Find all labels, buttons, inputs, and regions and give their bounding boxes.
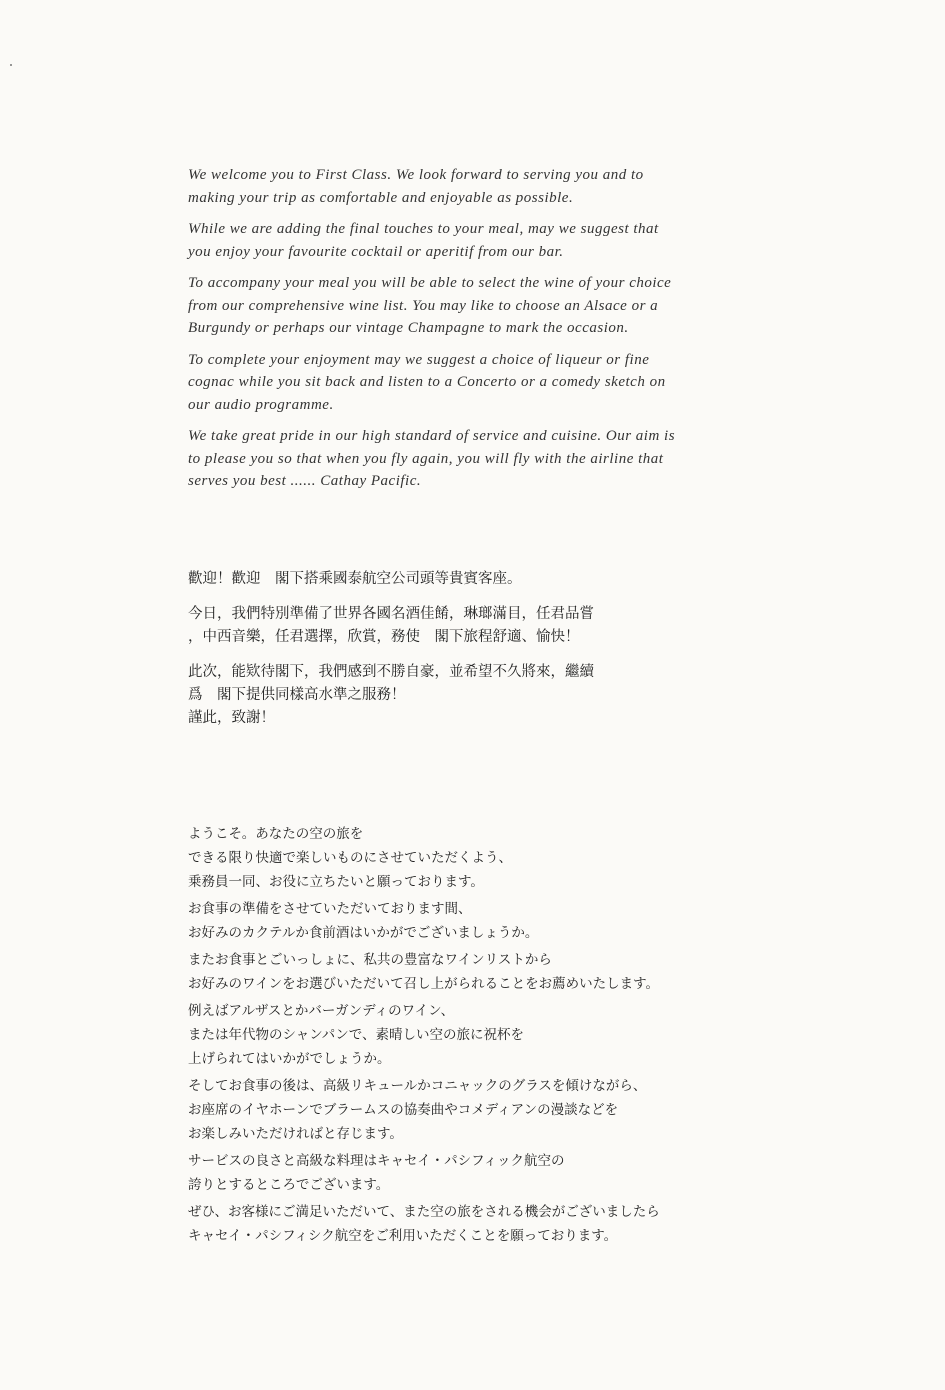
- english-welcome-section: [188, 164, 748, 502]
- paper-speck: [10, 64, 12, 66]
- japanese-paragraph-aperitif: お食事の準備をさせていただいております間、 お好みのカクテルか食前酒はいかがでございましょうか。: [188, 901, 539, 941]
- japanese-welcome-section: [188, 822, 748, 1251]
- japanese-paragraph-wine: またお食事とごいっしょに、私共の豊富なワインリストから お好みのワインをお選びいただいて召し上がられることをお薦めいたします。: [188, 952, 660, 992]
- english-paragraph-welcome: We welcome you to First Class. We look forward to serving you and to making your trip as comfortable and enjoyable as possible.: [188, 167, 644, 206]
- english-paragraph-aperitif: While we are adding the final touches to your meal, may we suggest that you enjoy your favourite cocktail or aperitif from our bar.: [188, 221, 659, 260]
- japanese-paragraph-pride: サービスの良さと高級な料理はキャセイ・パシフィック航空の 誇りとするところでございます。: [188, 1153, 565, 1193]
- chinese-paragraph-wine-music: 今日，我們特別準備了世界各國名酒佳餚，琳瑯滿目，任君品嘗 ，中西音樂，任君選擇，欣賞，務使 閣下旅程舒適、愉快！: [188, 606, 594, 645]
- japanese-paragraph-champagne: 例えばアルザスとかバーガンディのワイン、 または年代物のシャンパンで、素晴しい空の旅に祝杯を 上げられてはいかがでしょうか。: [188, 1003, 525, 1067]
- english-paragraph-liqueur: To complete your enjoyment may we suggest a choice of liqueur or fine cognac while you sit back and listen to a Concerto or a comedy sketch on our audio programme.: [188, 351, 666, 413]
- english-paragraph-wine: To accompany your meal you will be able to select the wine of your choice from our comprehensive wine list. You may like to choose an Alsace or a Burgundy or perhaps our vintage Champagne to mark the occasion.: [188, 275, 672, 336]
- chinese-paragraph-welcome: 歡迎！歡迎 閣下搭乘國泰航空公司頭等貴賓客座。: [188, 571, 522, 587]
- japanese-paragraph-liqueur: そしてお食事の後は、高級リキュールかコニャックのグラスを傾けながら、 お座席のイヤホーンでブラームスの協奏曲やコメディアンの漫談などを お楽しみいただければと存じます。: [188, 1078, 647, 1142]
- japanese-paragraph-welcome: ようこそ。あなたの空の旅を できる限り快適で楽しいものにさせていただくよう、 乗務員一同、お役に立ちたいと願っております。: [188, 826, 512, 890]
- chinese-welcome-section: [188, 568, 748, 742]
- chinese-paragraph-thanks: 此次，能欵待閣下，我們感到不勝自豪，並希望不久將來，繼續 爲 閣下提供同樣高水準之服務！ 謹此，致謝！: [188, 664, 594, 726]
- japanese-paragraph-closing: ぜひ、お客様にご満足いただいて、また空の旅をされる機会がございましたら キャセイ・パシフィシク航空をご利用いただくことを願っております。: [188, 1204, 660, 1244]
- english-paragraph-pride: We take great pride in our high standard of service and cuisine. Our aim is to please you so that when you fly again, you will fly with the airline that serves you best ...... Cathay Pacific.: [188, 428, 676, 489]
